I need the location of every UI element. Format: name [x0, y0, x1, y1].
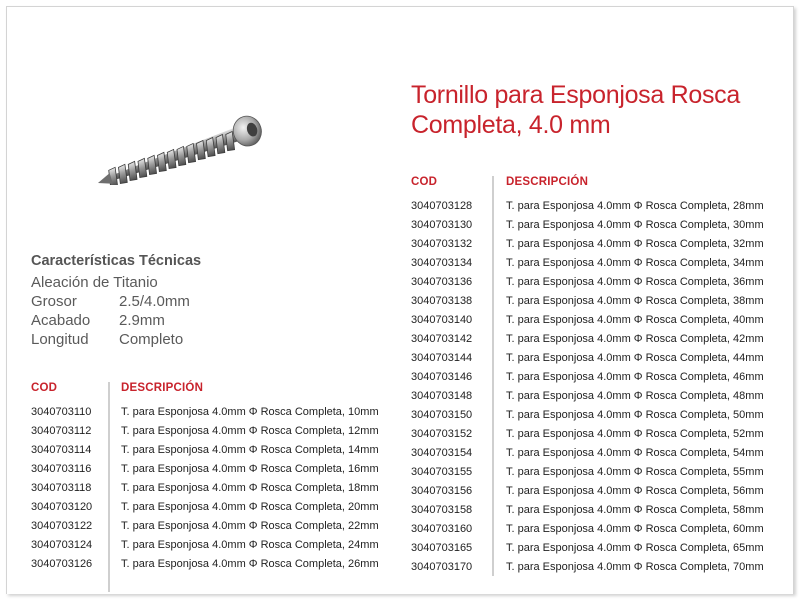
product-description: T. para Esponjosa 4.0mm Φ Rosca Completa, 50mm [506, 409, 764, 421]
product-code: 3040703160 [411, 523, 473, 535]
product-code: 3040703124 [31, 539, 93, 551]
table-row [31, 422, 391, 441]
product-description: T. para Esponjosa 4.0mm Φ Rosca Completa, 48mm [506, 390, 764, 402]
product-code: 3040703116 [31, 463, 92, 475]
table-row [31, 441, 391, 460]
product-table-right [411, 176, 781, 578]
product-code: 3040703152 [411, 428, 473, 440]
spec-value: 2.9mm [119, 312, 165, 329]
product-description: T. para Esponjosa 4.0mm Φ Rosca Completa, 12mm [121, 425, 379, 437]
table-row [31, 460, 391, 479]
spec-row [31, 311, 331, 330]
product-description: T. para Esponjosa 4.0mm Φ Rosca Completa, 14mm [121, 444, 379, 456]
product-code: 3040703120 [31, 501, 93, 513]
table-row [411, 387, 781, 406]
spec-row [31, 273, 331, 292]
table-row [411, 235, 781, 254]
product-code: 3040703154 [411, 447, 473, 459]
page-title: Tornillo para Esponjosa Rosca Completa, 4.0 mm [411, 81, 740, 139]
table-row [411, 501, 781, 520]
product-description: T. para Esponjosa 4.0mm Φ Rosca Completa, 58mm [506, 504, 764, 516]
spec-value: Completo [119, 331, 184, 348]
technical-specs [31, 253, 331, 349]
product-description: T. para Esponjosa 4.0mm Φ Rosca Completa, 54mm [506, 447, 764, 459]
product-description: T. para Esponjosa 4.0mm Φ Rosca Completa, 46mm [506, 371, 764, 383]
specs-heading: Características Técnicas [31, 253, 202, 269]
product-code: 3040703146 [411, 371, 473, 383]
product-description: T. para Esponjosa 4.0mm Φ Rosca Completa, 30mm [506, 219, 764, 231]
product-code: 3040703110 [31, 406, 92, 418]
product-code: 3040703150 [411, 409, 473, 421]
product-description: T. para Esponjosa 4.0mm Φ Rosca Completa, 38mm [506, 295, 764, 307]
table-row [411, 292, 781, 311]
product-description: T. para Esponjosa 4.0mm Φ Rosca Completa, 70mm [506, 561, 764, 573]
product-description: T. para Esponjosa 4.0mm Φ Rosca Completa, 65mm [506, 542, 764, 554]
table-row [411, 197, 781, 216]
table-rows [31, 403, 391, 574]
spec-label: Longitud [31, 331, 89, 348]
table-header [411, 176, 781, 196]
table-row [411, 254, 781, 273]
spec-label: Grosor [31, 293, 77, 310]
product-code: 3040703138 [411, 295, 473, 307]
table-row [411, 425, 781, 444]
product-description: T. para Esponjosa 4.0mm Φ Rosca Completa, 52mm [506, 428, 764, 440]
table-row [411, 558, 781, 577]
table-row [411, 311, 781, 330]
spec-label: Aleación de Titanio [31, 274, 158, 291]
table-row [411, 520, 781, 539]
product-code: 3040703130 [411, 219, 473, 231]
product-description: T. para Esponjosa 4.0mm Φ Rosca Completa, 34mm [506, 257, 764, 269]
table-row [31, 555, 391, 574]
product-description: T. para Esponjosa 4.0mm Φ Rosca Completa, 18mm [121, 482, 379, 494]
product-description: T. para Esponjosa 4.0mm Φ Rosca Completa, 28mm [506, 200, 764, 212]
table-row [411, 273, 781, 292]
product-code: 3040703158 [411, 504, 473, 516]
product-code: 3040703134 [411, 257, 473, 269]
table-row [411, 330, 781, 349]
product-code: 3040703112 [31, 425, 92, 437]
product-description: T. para Esponjosa 4.0mm Φ Rosca Completa, 20mm [121, 501, 379, 513]
product-description: T. para Esponjosa 4.0mm Φ Rosca Completa, 40mm [506, 314, 764, 326]
product-description: T. para Esponjosa 4.0mm Φ Rosca Completa, 10mm [121, 406, 379, 418]
spec-value: 2.5/4.0mm [119, 293, 190, 310]
product-code: 3040703165 [411, 542, 473, 554]
product-code: 3040703126 [31, 558, 93, 570]
table-row [411, 444, 781, 463]
product-description: T. para Esponjosa 4.0mm Φ Rosca Completa, 24mm [121, 539, 379, 551]
table-row [31, 498, 391, 517]
column-header-code: COD [31, 382, 58, 394]
product-code: 3040703122 [31, 520, 93, 532]
table-row [411, 216, 781, 235]
table-row [31, 517, 391, 536]
product-code: 3040703144 [411, 352, 473, 364]
table-row [411, 406, 781, 425]
table-row [411, 368, 781, 387]
product-code: 3040703155 [411, 466, 473, 478]
product-code: 3040703170 [411, 561, 473, 573]
product-description: T. para Esponjosa 4.0mm Φ Rosca Completa, 32mm [506, 238, 764, 250]
product-description: T. para Esponjosa 4.0mm Φ Rosca Completa, 26mm [121, 558, 379, 570]
column-header-code: COD [411, 176, 438, 188]
product-description: T. para Esponjosa 4.0mm Φ Rosca Completa, 22mm [121, 520, 379, 532]
table-header [31, 382, 391, 402]
product-code: 3040703140 [411, 314, 473, 326]
table-row [31, 479, 391, 498]
product-code: 3040703142 [411, 333, 473, 345]
product-description: T. para Esponjosa 4.0mm Φ Rosca Completa, 16mm [121, 463, 379, 475]
product-code: 3040703136 [411, 276, 473, 288]
product-description: T. para Esponjosa 4.0mm Φ Rosca Completa, 36mm [506, 276, 764, 288]
product-table-left [31, 382, 391, 592]
table-row [31, 403, 391, 422]
spec-row [31, 330, 331, 349]
table-row [31, 536, 391, 555]
product-description: T. para Esponjosa 4.0mm Φ Rosca Completa, 44mm [506, 352, 764, 364]
screw-image [90, 115, 275, 185]
table-row [411, 463, 781, 482]
product-description: T. para Esponjosa 4.0mm Φ Rosca Completa, 55mm [506, 466, 764, 478]
product-code: 3040703156 [411, 485, 473, 497]
product-code: 3040703118 [31, 482, 92, 494]
table-row [411, 349, 781, 368]
product-description: T. para Esponjosa 4.0mm Φ Rosca Completa, 56mm [506, 485, 764, 497]
table-row [411, 482, 781, 501]
table-rows [411, 197, 781, 577]
column-header-description: DESCRIPCIÓN [506, 176, 589, 188]
product-code: 3040703114 [31, 444, 92, 456]
product-description: T. para Esponjosa 4.0mm Φ Rosca Completa, 60mm [506, 523, 764, 535]
product-description: T. para Esponjosa 4.0mm Φ Rosca Completa, 42mm [506, 333, 764, 345]
product-code: 3040703132 [411, 238, 473, 250]
spec-label: Acabado [31, 312, 91, 329]
product-code: 3040703128 [411, 200, 473, 212]
column-header-description: DESCRIPCIÓN [121, 382, 204, 394]
spec-row [31, 292, 331, 311]
table-row [411, 539, 781, 558]
product-code: 3040703148 [411, 390, 473, 402]
